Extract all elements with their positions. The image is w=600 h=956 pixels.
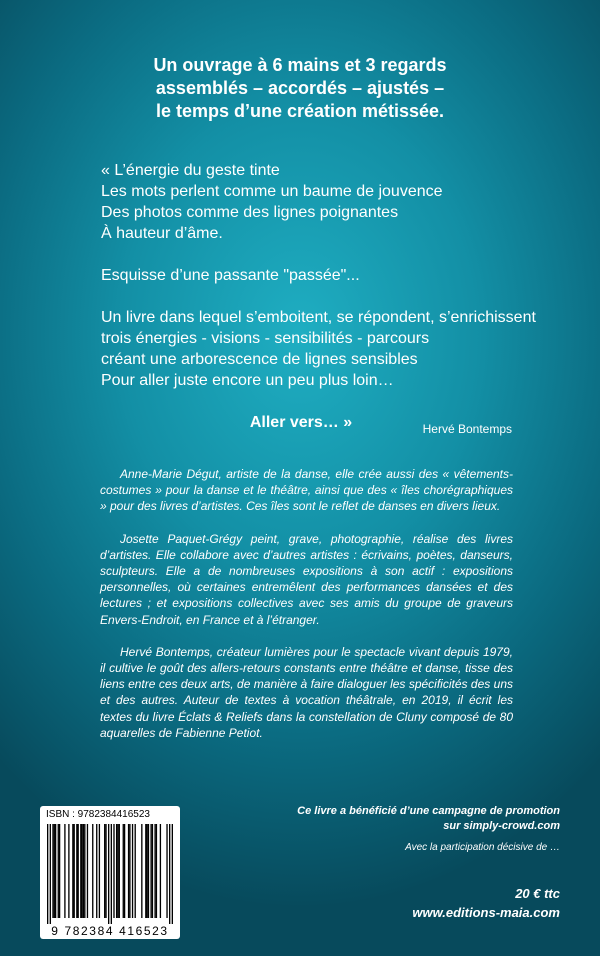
barcode-bar (135, 824, 136, 918)
barcode-bar (129, 824, 130, 918)
poem-line: Esquisse d’une passante "passée"... (101, 267, 360, 284)
barcode-bar (132, 824, 133, 918)
bio-paragraph: Hervé Bontemps, créateur lumières pour le spectacle vivant depuis 1979, il cultive le goût des allers-retours constants entre théâtre et danse, tisse des liens entre ces deux arts, de manière à faire dialoguer les spécificités des uns et des autres. Auteur de textes à vocation théâtrale, en 2019, il écrit les textes du livre Éclats & Reliefs dans la constellation de Cluny composé de 80 aquarelles de Fabienne Petiot. (100, 644, 513, 740)
tagline-line: Un ouvrage à 6 mains et 3 regards (153, 55, 447, 75)
barcode-bar (145, 824, 146, 918)
poem-line: trois énergies - visions - sensibilités - parcours (101, 330, 430, 347)
barcode-bar (87, 824, 88, 918)
barcode-bar (54, 824, 55, 918)
barcode-bar (50, 824, 51, 924)
barcode-bar (128, 824, 129, 918)
barcode (47, 824, 173, 924)
author-bios (100, 466, 513, 757)
tagline-line: le temps d’une création métissée. (155, 101, 445, 121)
barcode-bar (47, 824, 48, 924)
poem-line: « L’énergie du geste tinte (101, 162, 280, 179)
barcode-bar (154, 824, 155, 918)
barcode-digits: 9 782384 416523 (51, 924, 169, 938)
barcode-bar (123, 824, 124, 918)
barcode-bar (119, 824, 120, 918)
promo-block (240, 804, 560, 834)
barcode-bar (72, 824, 73, 918)
barcode-bar (78, 824, 79, 918)
tagline (0, 54, 600, 123)
website: www.editions-maia.com (412, 905, 560, 920)
barcode-bar (99, 824, 100, 918)
barcode-bar (76, 824, 77, 918)
promo-line: sur simply-crowd.com (443, 820, 560, 832)
poem-signature: Hervé Bontemps (422, 422, 512, 436)
barcode-bar (96, 824, 97, 918)
barcode-bar (141, 824, 142, 918)
isbn-label: ISBN : 9782384416523 (46, 809, 150, 820)
poem-line: Un livre dans lequel s’emboitent, se répondent, s’enrichissent (101, 309, 536, 326)
barcode-bar (108, 824, 109, 924)
barcode-bar (169, 824, 170, 924)
barcode-bar (160, 824, 161, 918)
barcode-bar (52, 824, 53, 918)
barcode-bar (148, 824, 149, 918)
barcode-bar (111, 824, 112, 924)
barcode-bar (58, 824, 59, 918)
poem-line: Pour aller juste encore un peu plus loin… (101, 372, 394, 389)
poem-line: créant une arborescence de lignes sensibles (101, 351, 418, 368)
barcode-bar (92, 824, 93, 918)
barcode-bar (59, 824, 60, 918)
poem-line: Les mots perlent comme un baume de jouvence (101, 183, 443, 200)
barcode-bar (117, 824, 118, 918)
barcode-bar (150, 824, 151, 918)
poem (101, 160, 536, 433)
barcode-bar (64, 824, 65, 918)
price-block (412, 884, 560, 922)
barcode-bar (80, 824, 81, 918)
barcode-bar (156, 824, 157, 918)
poem-line: Des photos comme des lignes poignantes (101, 204, 399, 221)
barcode-bar (68, 824, 69, 918)
barcode-bar (146, 824, 147, 918)
poem-closing: Aller vers… » (249, 414, 353, 431)
barcode-bar (83, 824, 84, 918)
bio-paragraph: Josette Paquet-Grégy peint, grave, photographie, réalise des livres d’artistes. Elle collabore avec d’autres artistes : écrivains, poètes, danseurs, sculpteurs. Elle a de nombreuses expositions à son actif : expositions personnelles, où certaines entremêlent des performances dansées et des lectures ; et expositions collectives avec ses amis du groupe de graveurs Envers-Endroit, en France et à l’étranger. (100, 531, 513, 627)
price: 20 € ttc (515, 886, 560, 901)
barcode-bar (166, 824, 167, 918)
barcode-bar (152, 824, 153, 918)
barcode-bar (105, 824, 106, 918)
barcode-bar (116, 824, 117, 918)
promo-line: Ce livre a bénéficié d’une campagne de promotion (297, 805, 560, 817)
barcode-bar (74, 824, 75, 918)
barcode-bar (81, 824, 82, 918)
tagline-line: assemblés – accordés – ajustés – (155, 78, 445, 98)
barcode-bar (113, 824, 114, 918)
poem-line: À hauteur d’âme. (101, 225, 223, 242)
barcode-bar (104, 824, 105, 918)
barcode-box (40, 806, 180, 939)
barcode-bar (124, 824, 125, 918)
barcode-bar (55, 824, 56, 918)
participation-note: Avec la participation décisive de … (405, 842, 560, 853)
bio-paragraph: Anne-Marie Dégut, artiste de la danse, elle crée aussi des « vêtements-costumes » pour la danse et le théâtre, ainsi que des « îles chorégraphiques » pour des livres d’artistes. Ces îles sont le reflet de danses en divers lieux. (100, 467, 513, 514)
barcode-bar (84, 824, 85, 918)
barcode-bar (172, 824, 173, 924)
